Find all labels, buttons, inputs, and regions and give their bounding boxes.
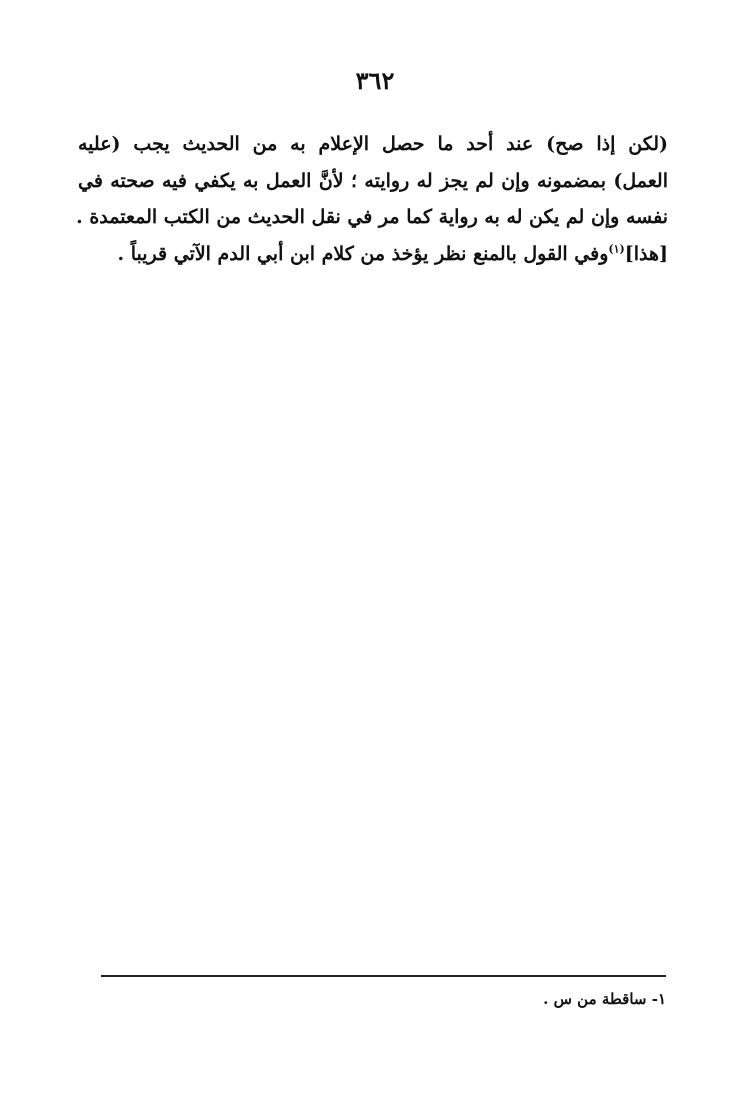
footnote-1: ١- ساقطة من س . <box>543 990 666 1008</box>
text-line-1: (لكن إذا صح) عند أحد ما حصل الإعلام به من الحديث يجب (عليه <box>78 133 668 155</box>
text-line-4 <box>78 236 668 273</box>
text-line-2: العمل) بمضمونه وإن لم يجز له روايته ؛ لأنَّ العمل به يكفي فيه صحته في <box>78 169 668 192</box>
bracketed-insertion: [هذا] <box>624 242 668 265</box>
page-number: ٣٦٢ <box>355 66 395 95</box>
footnote-separator <box>101 975 666 977</box>
text-line-3: نفسه وإن لم يكن له به رواية كما مر في نقل الحديث من الكتب المعتمدة . <box>76 206 668 228</box>
main-text <box>78 126 668 272</box>
footnote-reference[interactable]: (١) <box>608 242 625 256</box>
text-line-4-rest: وفي القول بالمنع نظر يؤخذ من كلام ابن أبي الدم الآتي قريباً . <box>117 242 609 265</box>
